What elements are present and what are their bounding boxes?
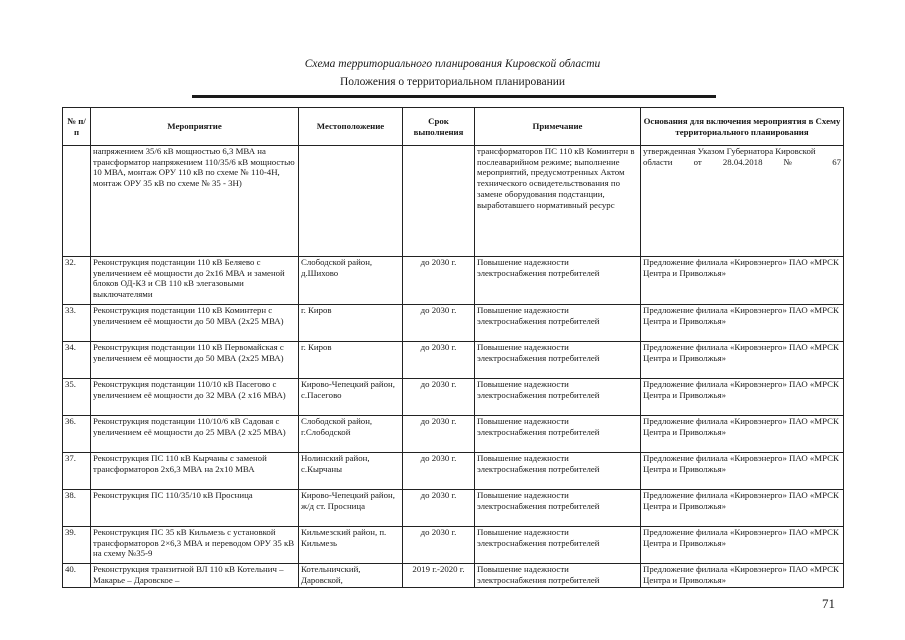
row-location: г. Киров — [299, 342, 403, 379]
row-basis: утвержденная Указом Губернатора Кировской области от 28.04.2018 № 67 — [641, 146, 844, 257]
row-basis: Предложение филиала «Кировэнерго» ПАО «МРСК Центра и Приволжья» — [641, 453, 844, 490]
row-term — [403, 146, 475, 257]
row-num: 34. — [63, 342, 91, 379]
row-event: Реконструкция транзитной ВЛ 110 кВ Котельнич – Макарье – Даровское – — [91, 564, 299, 588]
table-row — [63, 490, 844, 527]
row-note: Повышение надежности электроснабжения потребителей — [475, 342, 641, 379]
page-number: 71 — [822, 596, 835, 611]
column-header-term: Срок выполнения — [403, 108, 475, 146]
table-row — [63, 564, 844, 588]
row-event: Реконструкция подстанции 110 кВ Первомайская с увеличением её мощности до 50 МВА (2х25 МВА) — [91, 342, 299, 379]
row-note: Повышение надежности электроснабжения потребителей — [475, 305, 641, 342]
row-note: Повышение надежности электроснабжения потребителей — [475, 379, 641, 416]
row-event: Реконструкция подстанции 110 кВ Беляево с увеличением её мощности до 2х16 МВА и заменой блоков ОД-КЗ и СВ 110 кВ элегазовыми выключателями — [91, 257, 299, 305]
row-location: Котельничский, Даровской, — [299, 564, 403, 588]
column-header-note: Примечание — [475, 108, 641, 146]
row-note: трансформаторов ПС 110 кВ Коминтерн в послеаварийном режиме; выполнение мероприятий, предусмотренных Актом технического освидетельствования по замене оборудования подстанции, выработавшего нормативный ресурс — [475, 146, 641, 257]
measures-table — [62, 107, 844, 588]
header-rule — [192, 95, 716, 98]
row-location: Слободской район, г.Слободской — [299, 416, 403, 453]
row-basis: Предложение филиала «Кировэнерго» ПАО «МРСК Центра и Приволжья» — [641, 379, 844, 416]
row-location: Нолинский район, с.Кырчаны — [299, 453, 403, 490]
row-note: Повышение надежности электроснабжения потребителей — [475, 490, 641, 527]
row-note: Повышение надежности электроснабжения потребителей — [475, 257, 641, 305]
table-row — [63, 342, 844, 379]
row-event: Реконструкция ПС 110/35/10 кВ Просница — [91, 490, 299, 527]
row-term: до 2030 г. — [403, 527, 475, 564]
row-location: Кирово-Чепецкий район, с.Пасегово — [299, 379, 403, 416]
row-term: до 2030 г. — [403, 257, 475, 305]
row-event: Реконструкция подстанции 110/10 кВ Пасегово с увеличением её мощности до 32 МВА (2 х16 МВА) — [91, 379, 299, 416]
row-num: 32. — [63, 257, 91, 305]
row-term: до 2030 г. — [403, 416, 475, 453]
row-location: г. Киров — [299, 305, 403, 342]
row-num: 40. — [63, 564, 91, 588]
row-event: Реконструкция подстанции 110 кВ Коминтерн с увеличением её мощности до 50 МВА (2х25 МВА) — [91, 305, 299, 342]
table-row — [63, 416, 844, 453]
row-event: Реконструкция подстанции 110/10/6 кВ Садовая с увеличением её мощности до 25 МВА (2 х25 МВА) — [91, 416, 299, 453]
row-num — [63, 146, 91, 257]
row-num: 36. — [63, 416, 91, 453]
row-basis: Предложение филиала «Кировэнерго» ПАО «МРСК Центра и Приволжья» — [641, 416, 844, 453]
table-header-row — [63, 108, 844, 146]
row-note: Повышение надежности электроснабжения потребителей — [475, 416, 641, 453]
row-event: Реконструкция ПС 110 кВ Кырчаны с заменой трансформаторов 2х6,3 МВА на 2х10 МВА — [91, 453, 299, 490]
column-header-num: № п/п — [63, 108, 91, 146]
row-note: Повышение надежности электроснабжения потребителей — [475, 453, 641, 490]
row-location: Кильмезский район, п. Кильмезь — [299, 527, 403, 564]
row-basis: Предложение филиала «Кировэнерго» ПАО «МРСК Центра и Приволжья» — [641, 305, 844, 342]
row-basis: Предложение филиала «Кировэнерго» ПАО «МРСК Центра и Приволжья» — [641, 257, 844, 305]
column-header-event: Мероприятие — [91, 108, 299, 146]
table-row — [63, 379, 844, 416]
table-row — [63, 527, 844, 564]
column-header-basis: Основания для включения мероприятия в Схему территориального планирования — [641, 108, 844, 146]
row-num: 39. — [63, 527, 91, 564]
table-row — [63, 257, 844, 305]
row-basis: Предложение филиала «Кировэнерго» ПАО «МРСК Центра и Приволжья» — [641, 527, 844, 564]
row-location: Кирово-Чепецкий район, ж/д ст. Просница — [299, 490, 403, 527]
column-header-location: Местоположение — [299, 108, 403, 146]
row-basis: Предложение филиала «Кировэнерго» ПАО «МРСК Центра и Приволжья» — [641, 490, 844, 527]
row-note: Повышение надежности электроснабжения потребителей — [475, 564, 641, 588]
row-term: до 2030 г. — [403, 305, 475, 342]
row-term: до 2030 г. — [403, 453, 475, 490]
table-row — [63, 305, 844, 342]
row-note: Повышение надежности электроснабжения потребителей — [475, 527, 641, 564]
row-location — [299, 146, 403, 257]
table-row — [63, 453, 844, 490]
row-num: 38. — [63, 490, 91, 527]
row-num: 35. — [63, 379, 91, 416]
row-basis: Предложение филиала «Кировэнерго» ПАО «МРСК Центра и Приволжья» — [641, 342, 844, 379]
document-title: Схема территориального планирования Кировской области — [304, 58, 601, 70]
row-event: Реконструкция ПС 35 кВ Кильмезь с установкой трансформаторов 2×6,3 МВА и переводом ОРУ 35 кВ на схему №35-9 — [91, 527, 299, 564]
table-row — [63, 146, 844, 257]
row-num: 37. — [63, 453, 91, 490]
row-term: до 2030 г. — [403, 490, 475, 527]
row-location: Слободской район, д.Шихово — [299, 257, 403, 305]
row-num: 33. — [63, 305, 91, 342]
row-term: 2019 г.-2020 г. — [403, 564, 475, 588]
row-term: до 2030 г. — [403, 379, 475, 416]
row-term: до 2030 г. — [403, 342, 475, 379]
row-basis: Предложение филиала «Кировэнерго» ПАО «МРСК Центра и Приволжья» — [641, 564, 844, 588]
row-event: напряжением 35/6 кВ мощностью 6,3 МВА на трансформатор напряжением 110/35/6 кВ мощностью 10 МВА, монтаж ОРУ 110 кВ по схеме № 110-4Н, монтаж ОРУ 35 кВ по схеме № 35 - 3Н) — [91, 146, 299, 257]
document-subtitle: Положения о территориальном планировании — [339, 76, 566, 88]
